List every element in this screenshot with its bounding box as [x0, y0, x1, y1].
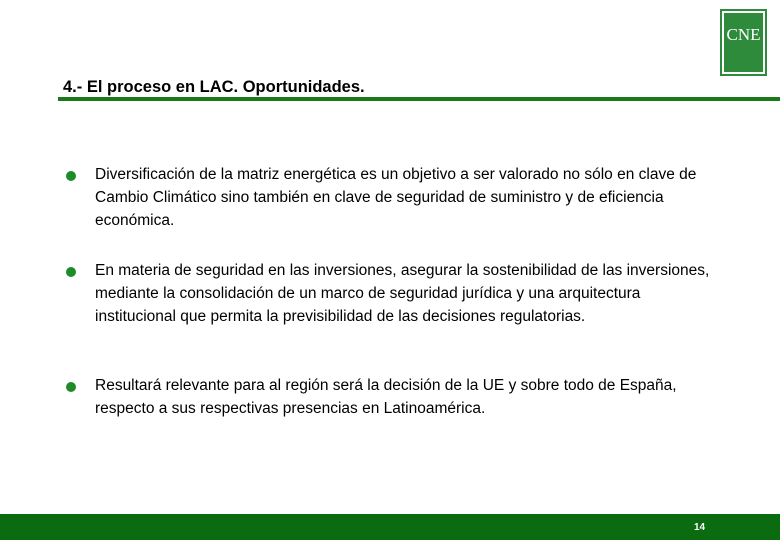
cne-logo — [720, 9, 767, 76]
bullet-text: En materia de seguridad en las inversiones, asegurar la sostenibilidad de las inversiones, mediante la consolidación de un marco de seguridad jurídica y una arquitectura institucional que permita la previsibilidad de las decisiones regulatorias. — [95, 262, 710, 325]
logo-text: CNE — [726, 25, 761, 44]
slide-title: 4.- El proceso en LAC. Oportunidades. — [63, 78, 365, 96]
bullet-dot-icon — [66, 382, 76, 392]
footer-bar — [0, 514, 780, 540]
logo-background — [724, 13, 763, 72]
bullet-dot-icon — [66, 171, 76, 181]
bullet-dot-icon — [66, 267, 76, 277]
title-underline — [58, 97, 780, 101]
page-number: 14 — [694, 522, 706, 533]
bullet-text: Diversificación de la matriz energética es un objetivo a ser valorado no sólo en clave de Cambio Climático sino también en clave de seguridad de suministro y de eficiencia económica. — [95, 166, 697, 229]
bullet-text: Resultará relevante para al región será la decisión de la UE y sobre todo de España, respecto a sus respectivas presencias en Latinoamérica. — [95, 377, 677, 417]
